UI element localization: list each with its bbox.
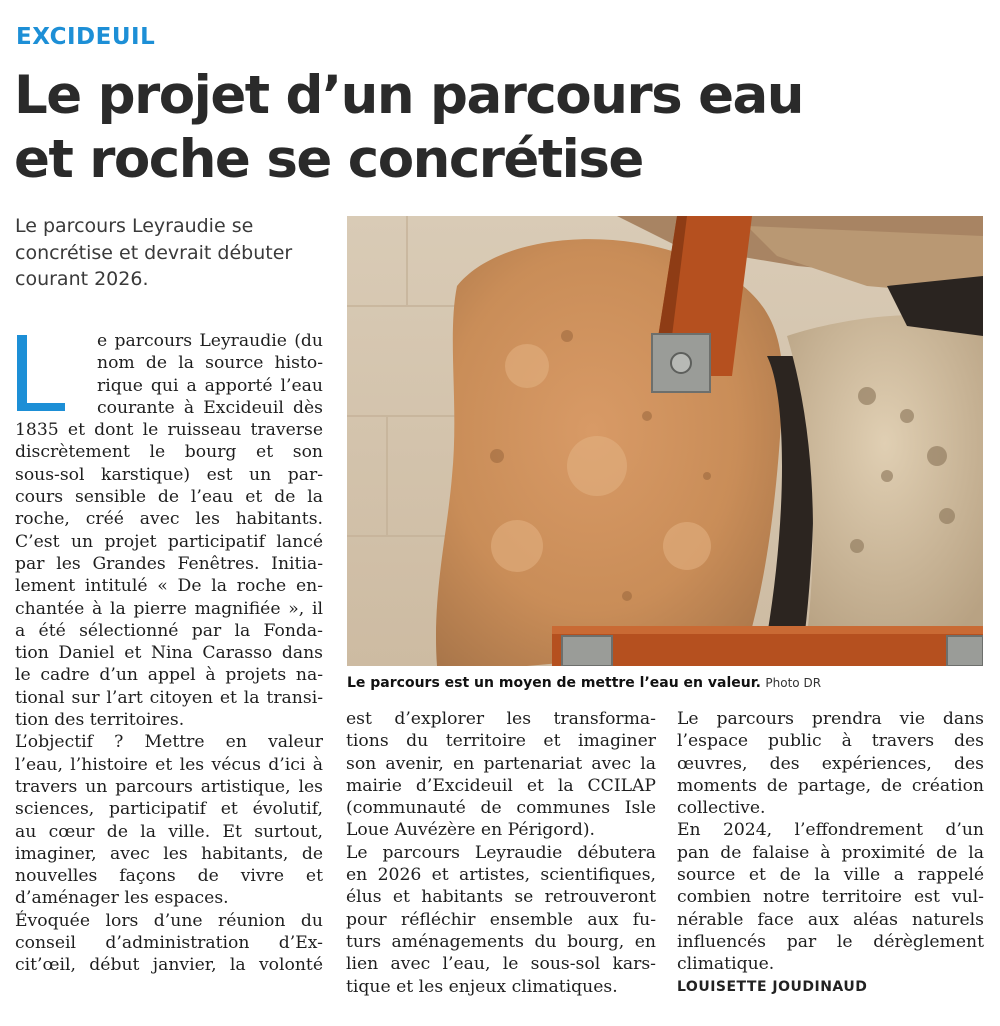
headline bbox=[14, 64, 994, 192]
body-line: le cadre d’un appel à projets na- bbox=[15, 665, 323, 686]
body-line: cit’œil, début janvier, la volonté bbox=[15, 955, 323, 976]
body-line: discrètement le bourg et son bbox=[15, 442, 323, 463]
body-line: collective. bbox=[677, 798, 766, 819]
body-line: a été sélectionné par la Fonda- bbox=[15, 620, 323, 641]
body-line: tique et les enjeux climatiques. bbox=[346, 976, 618, 997]
body-line: roche, créé avec les habitants. bbox=[15, 509, 323, 530]
body-line: tions du territoire et imaginer bbox=[346, 731, 656, 752]
body-line: sciences, participatif et évolutif, bbox=[15, 799, 323, 820]
body-line: au cœur de la ville. Et surtout, bbox=[15, 821, 323, 842]
body-line: Évoquée lors d’une réunion du bbox=[15, 910, 323, 931]
body-line: rique qui a apporté l’eau bbox=[97, 375, 323, 396]
standfirst-line: Le parcours Leyraudie se bbox=[15, 215, 254, 237]
body-line: pour réfléchir ensemble aux fu- bbox=[346, 909, 656, 930]
body-line: élus et habitants se retrouveront bbox=[346, 887, 656, 908]
standfirst-line: courant 2026. bbox=[15, 268, 149, 290]
body-line: nom de la source histo- bbox=[97, 353, 323, 374]
body-line: (communauté de communes Isle bbox=[346, 798, 656, 819]
body-line: chantée à la pierre magnifiée », il bbox=[15, 598, 323, 619]
body-line: turs aménagements du bourg, en bbox=[346, 931, 656, 952]
body-line: tion Daniel et Nina Carasso dans bbox=[15, 643, 323, 664]
body-line: influencés par le dérèglement bbox=[677, 931, 984, 952]
body-line: C’est un projet participatif lancé bbox=[15, 531, 323, 552]
body-line: lien avec l’eau, le sous-sol kars- bbox=[346, 954, 656, 975]
standfirst-line: concrétise et devrait débuter bbox=[15, 241, 293, 264]
caption-text: Le parcours est un moyen de mettre l’eau en valeur. bbox=[347, 675, 761, 691]
body-line: Le parcours prendra vie dans bbox=[677, 709, 984, 729]
body-column-3 bbox=[677, 708, 984, 998]
body-line: En 2024, l’effondrement d’un bbox=[677, 820, 984, 841]
body-line: 1835 et dont le ruisseau traverse bbox=[15, 420, 323, 441]
body-line: travers un parcours artistique, les bbox=[15, 776, 323, 797]
body-line: source et de la ville a rappelé bbox=[677, 865, 984, 886]
body-line: tion des territoires. bbox=[15, 710, 185, 731]
body-line: lement intitulé « De la roche en- bbox=[15, 576, 323, 597]
body-line: courante à Excideuil dès bbox=[97, 397, 323, 418]
standfirst bbox=[15, 213, 335, 293]
body-line: l’espace public à travers des bbox=[677, 731, 984, 752]
rock-sculpture-photo bbox=[347, 216, 983, 666]
body-line: l’eau, l’histoire et les vécus d’ici à bbox=[15, 754, 323, 775]
body-line: imaginer, avec les habitants, de bbox=[15, 843, 323, 864]
body-line: cours sensible de l’eau et de la bbox=[15, 487, 323, 508]
body-line: moments de partage, de création bbox=[677, 775, 984, 796]
body-line: conseil d’administration d’Ex- bbox=[15, 933, 323, 954]
body-line: sous-sol karstique) est un par- bbox=[15, 464, 323, 485]
body-line: est d’explorer les transforma- bbox=[346, 709, 656, 729]
section-kicker: EXCIDEUIL bbox=[16, 24, 156, 50]
body-line: par les Grandes Fenêtres. Initia- bbox=[15, 553, 323, 574]
body-line: nérable face aux aléas naturels bbox=[677, 909, 984, 930]
body-line: d’aménager les espaces. bbox=[15, 888, 229, 909]
photo-caption bbox=[347, 675, 987, 691]
body-line: œuvres, des expériences, des bbox=[677, 753, 984, 774]
body-line: tional sur l’art citoyen et la transi- bbox=[15, 687, 323, 708]
body-line: nouvelles façons de vivre et bbox=[15, 866, 323, 887]
body-column-2 bbox=[346, 708, 656, 998]
byline: LOUISETTE JOUDINAUD bbox=[677, 978, 868, 995]
body-line: en 2026 et artistes, scientifiques, bbox=[346, 865, 656, 886]
headline-line: et roche se concrétise bbox=[14, 129, 643, 190]
body-line: son avenir, en partenariat avec la bbox=[346, 753, 656, 774]
headline-line: Le projet d’un parcours eau bbox=[14, 65, 804, 126]
body-line: e parcours Leyraudie (du bbox=[97, 331, 323, 351]
body-line: combien notre territoire est vul- bbox=[677, 887, 984, 908]
article-photo bbox=[347, 216, 983, 666]
body-line: pan de falaise à proximité de la bbox=[677, 842, 984, 863]
body-line: Le parcours Leyraudie débutera bbox=[346, 842, 656, 863]
body-line: mairie d’Excideuil et la CCILAP bbox=[346, 775, 656, 796]
body-column-1 bbox=[15, 330, 323, 977]
photo-credit: Photo DR bbox=[765, 676, 822, 690]
body-line: Loue Auvézère en Périgord). bbox=[346, 820, 596, 841]
body-line: L’objectif ? Mettre en valeur bbox=[15, 732, 323, 753]
body-line: climatique. bbox=[677, 954, 775, 975]
